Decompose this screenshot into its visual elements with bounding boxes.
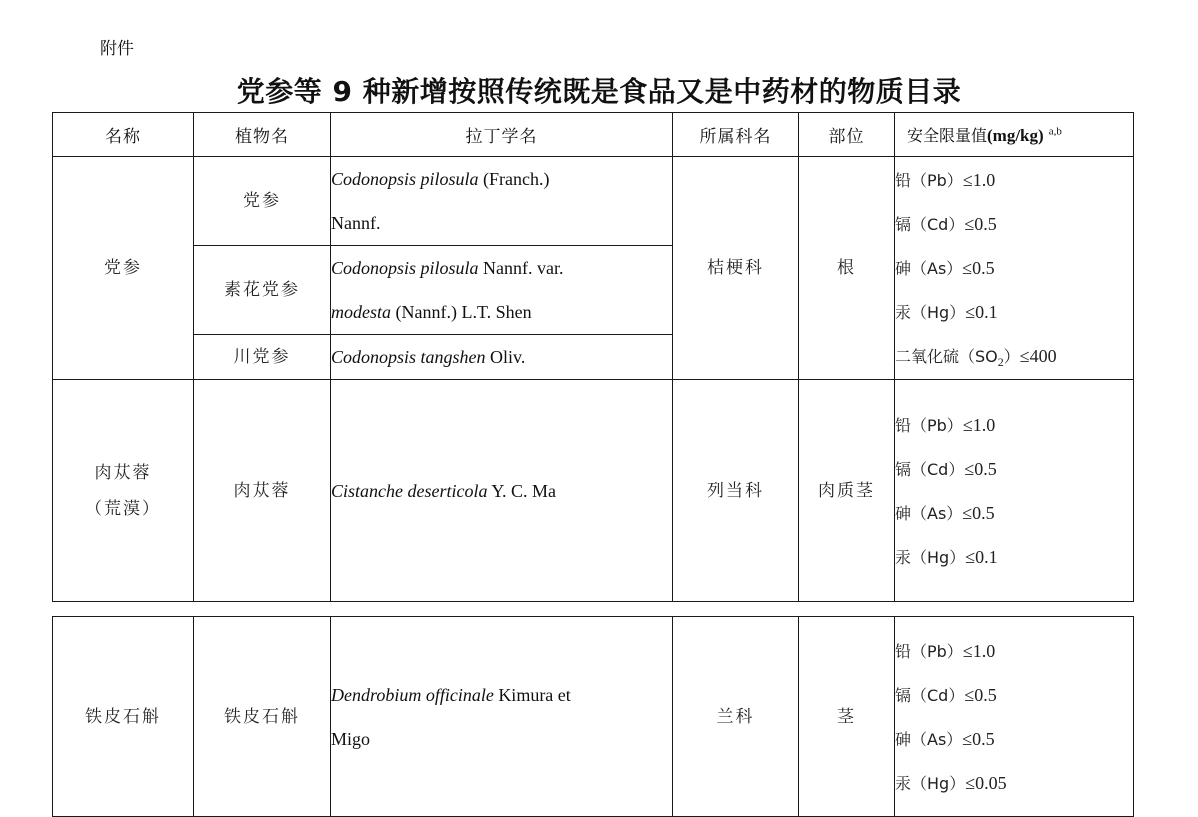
limit-pb xyxy=(895,403,1133,447)
plant-name: 川党参 xyxy=(194,335,331,380)
limit-so2-value: ≤400 xyxy=(1019,346,1057,366)
header-latin: 拉丁学名 xyxy=(331,113,673,157)
limit-hg xyxy=(895,290,1133,334)
latin-italic: Cistanche deserticola xyxy=(331,480,488,501)
latin-name xyxy=(331,380,673,602)
limit-so2-subscript: 2 xyxy=(997,355,1004,370)
plant-part: 根 xyxy=(799,157,895,380)
latin-name xyxy=(331,335,673,380)
table-row xyxy=(53,157,1134,246)
limit-hg-label: 汞（Hg） xyxy=(895,547,966,567)
limit-cd-value: ≤0.5 xyxy=(964,684,997,705)
limit-hg-value: ≤0.1 xyxy=(965,302,998,322)
family-name: 桔梗科 xyxy=(673,157,799,380)
attachment-label: 附件 xyxy=(100,39,134,59)
plant-name: 肉苁蓉 xyxy=(194,380,331,602)
latin-italic: Codonopsis tangshen xyxy=(331,347,486,367)
plant-name: 党参 xyxy=(194,157,331,246)
limit-hg-value: ≤0.05 xyxy=(965,772,1007,793)
safety-limits-cell xyxy=(895,380,1134,602)
latin-author: Kimura et xyxy=(493,684,571,705)
table-header-row xyxy=(53,113,1134,157)
latin-italic: Codonopsis pilosula xyxy=(331,169,479,189)
header-safety-limit xyxy=(895,113,1134,157)
substance-table xyxy=(52,112,1134,602)
header-limit-unit: (mg/kg) xyxy=(987,126,1044,145)
family-name: 列当科 xyxy=(673,380,799,602)
limit-hg-label: 汞（Hg） xyxy=(895,303,966,322)
limit-as-value: ≤0.5 xyxy=(962,258,995,278)
header-name: 名称 xyxy=(53,113,194,157)
plant-name: 铁皮石斛 xyxy=(194,617,331,817)
plant-part: 肉质茎 xyxy=(799,380,895,602)
limit-hg-value: ≤0.1 xyxy=(965,546,998,567)
limit-pb-label: 铅（Pb） xyxy=(895,415,963,435)
row-name-line1: 肉苁蓉 xyxy=(94,462,152,483)
latin-name xyxy=(331,157,673,246)
table-row xyxy=(53,617,1134,817)
latin-italic: Dendrobium officinale xyxy=(331,684,494,705)
latin-author-line2: Nannf. xyxy=(331,213,381,233)
limit-pb xyxy=(895,158,1133,202)
row-name-tiepishihu: 铁皮石斛 xyxy=(53,617,194,817)
limit-as-label: 砷（As） xyxy=(895,503,963,523)
limit-cd-label: 镉（Cd） xyxy=(895,215,965,234)
header-plant: 植物名 xyxy=(194,113,331,157)
limit-pb-value: ≤1.0 xyxy=(962,414,996,435)
latin-author: Y. C. Ma xyxy=(487,480,556,501)
limit-cd xyxy=(895,447,1133,491)
latin-author: Oliv. xyxy=(485,347,526,367)
limit-hg xyxy=(895,761,1133,805)
limit-so2 xyxy=(895,334,1133,378)
table-row xyxy=(53,380,1134,602)
limit-pb-label: 铅（Pb） xyxy=(895,641,963,661)
limit-so2-label: 二氧化硫（SO xyxy=(895,347,998,366)
plant-name: 素花党参 xyxy=(194,246,331,335)
limit-as-label: 砷（As） xyxy=(895,729,963,749)
safety-limits-cell xyxy=(895,157,1134,380)
limit-cd-value: ≤0.5 xyxy=(964,214,997,234)
limit-as xyxy=(895,717,1133,761)
limit-pb xyxy=(895,629,1133,673)
limit-as xyxy=(895,246,1133,290)
limit-cd xyxy=(895,202,1133,246)
limit-cd-label: 镉（Cd） xyxy=(895,685,965,705)
latin-author-line2: Migo xyxy=(331,728,371,749)
limit-as-value: ≤0.5 xyxy=(962,502,995,523)
limit-so2-close: ） xyxy=(1003,347,1020,366)
latin-name xyxy=(331,617,673,817)
limit-as-value: ≤0.5 xyxy=(962,728,995,749)
safety-limits-cell xyxy=(895,617,1134,817)
limit-pb-label: 铅（Pb） xyxy=(895,171,963,190)
row-name-line2: （荒漠） xyxy=(85,498,161,519)
limit-cd xyxy=(895,673,1133,717)
header-limit-text: 安全限量值 xyxy=(907,126,988,145)
latin-author-line2: (Nannf.) L.T. Shen xyxy=(391,302,532,322)
limit-cd-value: ≤0.5 xyxy=(964,458,997,479)
limit-as-label: 砷（As） xyxy=(895,259,963,278)
latin-name xyxy=(331,246,673,335)
limit-pb-value: ≤1.0 xyxy=(962,170,996,190)
latin-italic-line2: modesta xyxy=(331,302,391,322)
limit-hg-label: 汞（Hg） xyxy=(895,773,966,793)
latin-author: Nannf. var. xyxy=(478,258,564,278)
limit-pb-value: ≤1.0 xyxy=(962,640,996,661)
latin-italic: Codonopsis pilosula xyxy=(331,258,479,278)
header-family: 所属科名 xyxy=(673,113,799,157)
header-limit-footnote: a,b xyxy=(1048,125,1062,138)
limit-hg xyxy=(895,535,1133,579)
substance-table-continued xyxy=(52,616,1134,817)
document-title: 党参等 9 种新增按照传统既是食品又是中药材的物质目录 xyxy=(236,75,962,108)
header-part: 部位 xyxy=(799,113,895,157)
row-name-roucongrong xyxy=(53,380,194,602)
limit-as xyxy=(895,491,1133,535)
limit-cd-label: 镉（Cd） xyxy=(895,459,965,479)
family-name: 兰科 xyxy=(673,617,799,817)
latin-author: (Franch.) xyxy=(478,169,550,189)
plant-part: 茎 xyxy=(799,617,895,817)
row-name-dangshen: 党参 xyxy=(53,157,194,380)
